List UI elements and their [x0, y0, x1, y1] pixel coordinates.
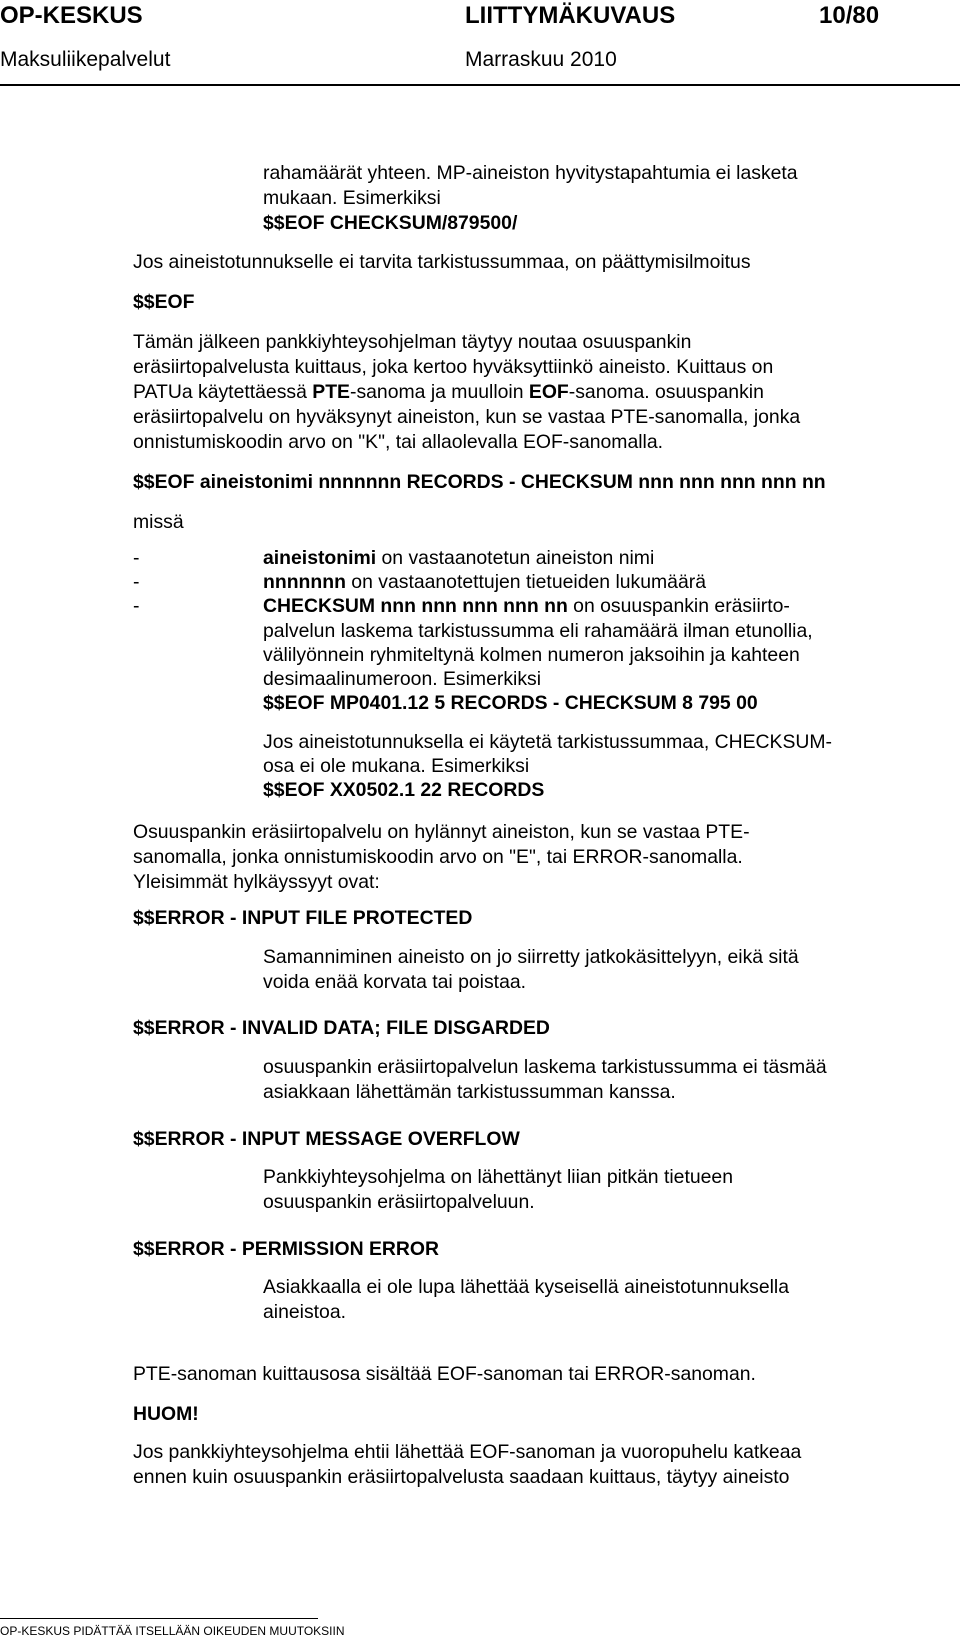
page-header-bottom	[0, 48, 960, 78]
error-description: aineistoa.	[263, 1301, 347, 1323]
definition-text: välilyönnein ryhmiteltynä kolmen numeron jaksoihin ja kahteen	[263, 644, 800, 666]
error-code: $$ERROR - INPUT MESSAGE OVERFLOW	[133, 1128, 520, 1150]
body-line: onnistumiskoodin arvo on "K", tai allaolevalla EOF-sanomalla.	[133, 431, 664, 453]
eof-format: $$EOF aineistonimi nnnnnnn RECORDS - CHECKSUM nnn nnn nnn nnn nn	[133, 471, 826, 493]
checksum-example: $$EOF CHECKSUM/879500/	[263, 212, 518, 234]
definition-text: Jos aineistotunnuksella ei käytetä tarkistussummaa, CHECKSUM-	[263, 731, 833, 753]
error-code: $$ERROR - INPUT FILE PROTECTED	[133, 907, 473, 929]
definition-text: osa ei ole mukana. Esimerkiksi	[263, 755, 530, 777]
error-description: osuuspankin eräsiirtopalveluun.	[263, 1191, 535, 1213]
checksum-example: $$EOF MP0401.12 5 RECORDS - CHECKSUM 8 795 00	[263, 692, 758, 714]
body-line: Jos aineistotunnukselle ei tarvita tarkistussummaa, on päättymisilmoitus	[133, 251, 751, 273]
body-line: Tämän jälkeen pankkiyhteysohjelman täytyy noutaa osuuspankin	[133, 331, 692, 353]
header-rule	[0, 84, 960, 86]
list-dash: -	[133, 571, 140, 593]
body-line: mukaan. Esimerkiksi	[263, 187, 441, 209]
body-line: ennen kuin osuuspankin eräsiirtopalvelusta saadaan kuittaus, täytyy aineisto	[133, 1466, 790, 1488]
error-description: voida enää korvata tai poistaa.	[263, 971, 527, 993]
records-example: $$EOF XX0502.1 22 RECORDS	[263, 779, 545, 801]
body-line: Yleisimmät hylkäyssyyt ovat:	[133, 871, 380, 893]
definition-item: CHECKSUM nnn nnn nnn nnn nn on osuuspankin eräsiirto-	[263, 595, 790, 617]
body-line: sanomalla, jonka onnistumiskoodin arvo on "E", tai ERROR-sanomalla.	[133, 846, 743, 868]
definition-item: nnnnnnn on vastaanotettujen tietueiden lukumäärä	[263, 571, 706, 593]
header-doc-type: LIITTYMÄKUVAUS	[465, 2, 676, 29]
definition-text: desimaalinumeroon. Esimerkiksi	[263, 668, 542, 690]
header-page-number: 10/80	[819, 2, 880, 29]
body-line: Jos pankkiyhteysohjelma ehtii lähettää EOF-sanoman ja vuoropuhelu katkeaa	[133, 1441, 802, 1463]
where-label: missä	[133, 511, 184, 533]
error-code: $$ERROR - INVALID DATA; FILE DISGARDED	[133, 1017, 550, 1039]
body-line: PTE-sanoman kuittausosa sisältää EOF-sanoman tai ERROR-sanoman.	[133, 1363, 756, 1385]
error-description: asiakkaan lähettämän tarkistussumman kanssa.	[263, 1081, 676, 1103]
eof-code: $$EOF	[133, 291, 195, 313]
body-line: PATUa käytettäessä PTE-sanoma ja muulloin EOF-sanoma. osuuspankin	[133, 381, 764, 403]
error-description: osuuspankin eräsiirtopalvelun laskema tarkistussumma ei täsmää	[263, 1056, 827, 1078]
header-service: Maksuliikepalvelut	[0, 48, 171, 71]
body-line: Osuuspankin eräsiirtopalvelu on hylännyt aineiston, kun se vastaa PTE-	[133, 821, 750, 843]
error-description: Asiakkaalla ei ole lupa lähettää kyseisellä aineistotunnuksella	[263, 1276, 790, 1298]
page-header-top	[0, 2, 960, 36]
definition-item: aineistonimi on vastaanotetun aineiston nimi	[263, 547, 655, 569]
error-description: Pankkiyhteysohjelma on lähettänyt liian pitkän tietueen	[263, 1166, 733, 1188]
error-description: Samanniminen aineisto on jo siirretty jatkokäsittelyyn, eikä sitä	[263, 946, 799, 968]
body-line: rahamäärät yhteen. MP-aineiston hyvitystapahtumia ei lasketa	[263, 162, 798, 184]
body-line: eräsiirtopalvelusta kuittaus, joka kertoo hyväksyttiinkö aineisto. Kuittaus on	[133, 356, 774, 378]
note-label: HUOM!	[133, 1403, 199, 1425]
error-code: $$ERROR - PERMISSION ERROR	[133, 1238, 439, 1260]
definition-text: palvelun laskema tarkistussumma eli rahamäärä ilman etunollia,	[263, 620, 813, 642]
body-line: eräsiirtopalvelu on hyväksynyt aineiston, kun se vastaa PTE-sanomalla, jonka	[133, 406, 801, 428]
list-dash: -	[133, 595, 140, 617]
footer-rule	[0, 1618, 318, 1619]
footer-disclaimer: OP-KESKUS PIDÄTTÄÄ ITSELLÄÄN OIKEUDEN MUUTOKSIIN	[0, 1624, 345, 1638]
header-date: Marraskuu 2010	[465, 48, 617, 71]
list-dash: -	[133, 547, 140, 569]
header-org: OP-KESKUS	[0, 2, 143, 29]
